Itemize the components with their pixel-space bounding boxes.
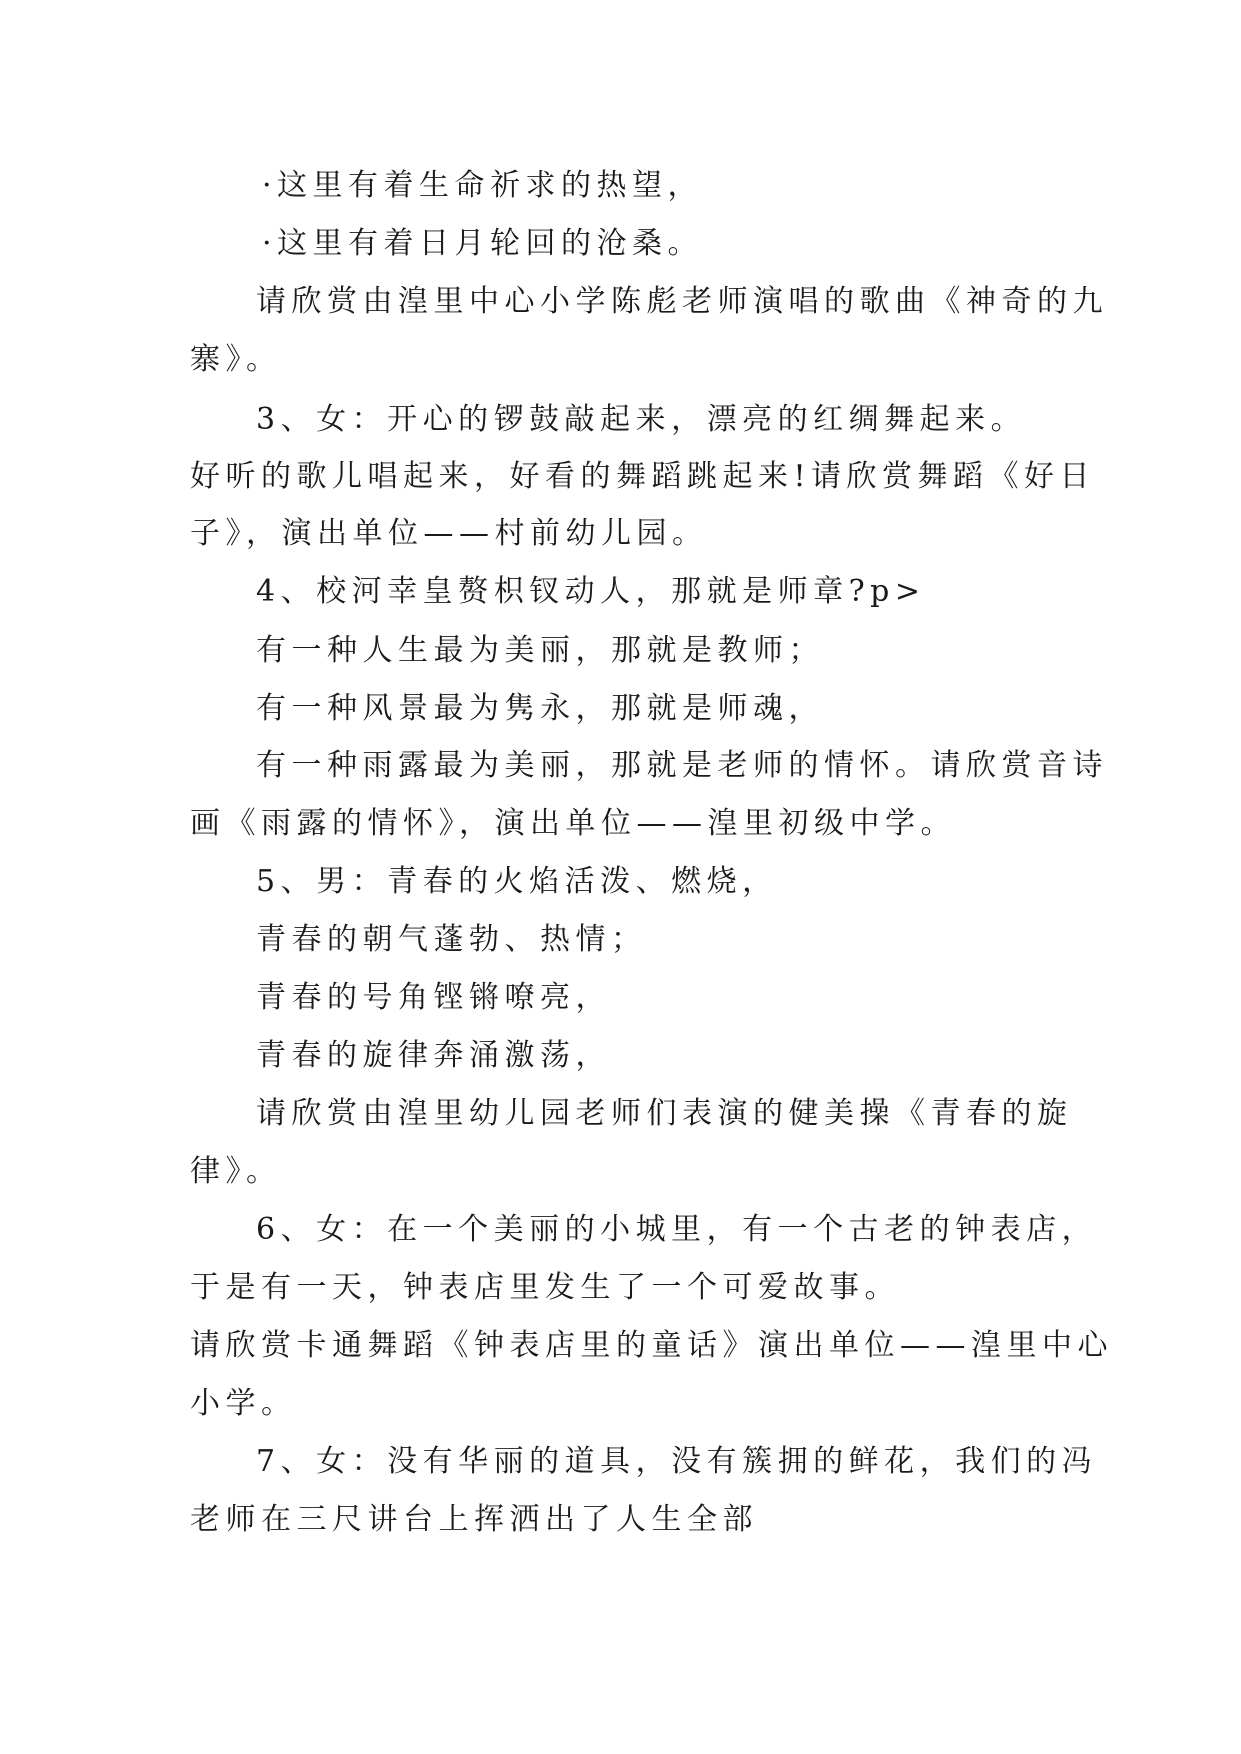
text-line: 青春的旋律奔涌激荡， <box>256 1038 611 1073</box>
text-line: 6、女：在一个美丽的小城里，有一个古老的钟表店， <box>256 1212 1098 1247</box>
text-line: 寨》。 <box>190 342 282 377</box>
text-line: 青春的号角铿锵嘹亮， <box>256 980 611 1015</box>
text-line: 子》，演出单位——村前幼儿园。 <box>190 516 708 551</box>
text-line: 5、男：青春的火焰活泼、燃烧， <box>256 864 778 899</box>
text-line: 请欣赏由湟里幼儿园老师们表演的健美操《青春的旋 <box>256 1096 1073 1131</box>
text-line: 有一种风景最为隽永，那就是师魂， <box>256 691 824 726</box>
text-line: 老师在三尺讲台上挥洒出了人生全部 <box>190 1502 758 1537</box>
text-line: 有一种雨露最为美丽，那就是老师的情怀。请欣赏音诗 <box>256 748 1108 783</box>
text-line: 4、校河幸皇赘枳钗动人，那就是师章?p> <box>256 574 926 609</box>
text-line: 3、女：开心的锣鼓敲起来，漂亮的红绸舞起来。 <box>256 402 1027 437</box>
text-line: 请欣赏由湟里中心小学陈彪老师演唱的歌曲《神奇的九 <box>256 284 1108 319</box>
text-line: 青春的朝气蓬勃、热情； <box>256 922 647 957</box>
text-line: 7、女：没有华丽的道具，没有簇拥的鲜花，我们的冯 <box>256 1444 1098 1479</box>
text-line: 请欣赏卡通舞蹈《钟表店里的童话》演出单位——湟里中心 <box>190 1328 1113 1363</box>
text-line: 于是有一天，钟表店里发生了一个可爱故事。 <box>190 1270 900 1305</box>
text-line: 好听的歌儿唱起来，好看的舞蹈跳起来!请欣赏舞蹈《好日 <box>190 459 1096 494</box>
text-line: 有一种人生最为美丽，那就是教师； <box>256 633 824 668</box>
text-line: 律》。 <box>190 1154 282 1189</box>
text-line: ·这里有着生命祈求的热望， <box>262 168 704 203</box>
text-line: 画《雨露的情怀》，演出单位——湟里初级中学。 <box>190 806 956 841</box>
text-line: 小学。 <box>190 1386 297 1421</box>
text-line: ·这里有着日月轮回的沧桑。 <box>262 226 704 261</box>
